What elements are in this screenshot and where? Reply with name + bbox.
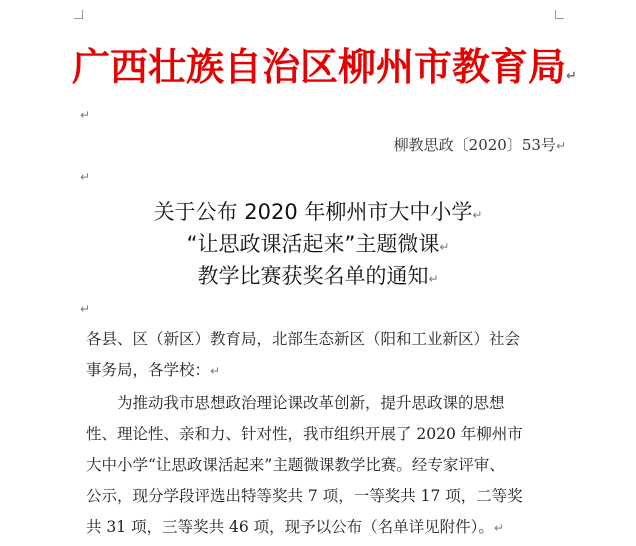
paragraph-mark-icon: ↵ <box>472 208 483 222</box>
body-line: 性、理论性、亲和力、针对性，我市组织开展了 2020 年柳州市 <box>86 425 523 443</box>
salutation <box>86 324 566 387</box>
body-paragraph <box>86 388 566 544</box>
notice-title-text: “让思政课活起来”主题微课 <box>186 232 440 256</box>
salutation-line <box>86 355 566 387</box>
notice-title-text: 关于公布 2020 年柳州市大中小学 <box>153 200 473 224</box>
org-name: 广西壮族自治区柳州市教育局 <box>72 44 567 89</box>
paragraph-mark-icon: ↵ <box>428 272 439 286</box>
notice-title-text: 教学比赛获奖名单的通知 <box>197 264 429 288</box>
body-line: 大中小学“让思政课活起来”主题微课教学比赛。经专家评审、 <box>86 456 505 474</box>
paragraph-mark-icon: ↵ <box>80 170 91 184</box>
salutation-line: 各县、区（新区）教育局，北部生态新区（阳和工业新区）社会 <box>86 330 521 348</box>
body-line: 为推动我市思想政治理论课改革创新，提升思政课的思想 <box>117 394 505 412</box>
body-line-text: 共 31 项，三等奖共 46 项，现予以公布（名单详见附件）。 <box>86 518 494 536</box>
crop-mark-right <box>555 10 564 19</box>
notice-title-line-3 <box>0 260 636 290</box>
paragraph-mark-icon: ↵ <box>566 69 577 84</box>
issuing-authority-title <box>72 36 577 91</box>
salutation-text: 事务局，各学校： <box>86 361 211 379</box>
paragraph-mark-icon: ↵ <box>210 364 221 378</box>
document-number <box>394 134 566 155</box>
paragraph-mark-icon: ↵ <box>439 240 450 254</box>
crop-mark-left <box>74 10 83 19</box>
body-line <box>86 512 566 544</box>
paragraph-mark-icon: ↵ <box>80 302 91 316</box>
paragraph-mark-icon: ↵ <box>493 521 504 535</box>
paragraph-mark-icon: ↵ <box>555 139 566 153</box>
body-line: 公示，现分学段评选出特等奖共 7 项，一等奖共 17 项，二等奖 <box>86 487 523 505</box>
notice-title-line-2 <box>0 228 636 258</box>
document-number-text: 柳教思政〔2020〕53号 <box>393 136 556 154</box>
notice-title-line-1 <box>0 196 636 226</box>
paragraph-mark-icon: ↵ <box>80 108 91 122</box>
